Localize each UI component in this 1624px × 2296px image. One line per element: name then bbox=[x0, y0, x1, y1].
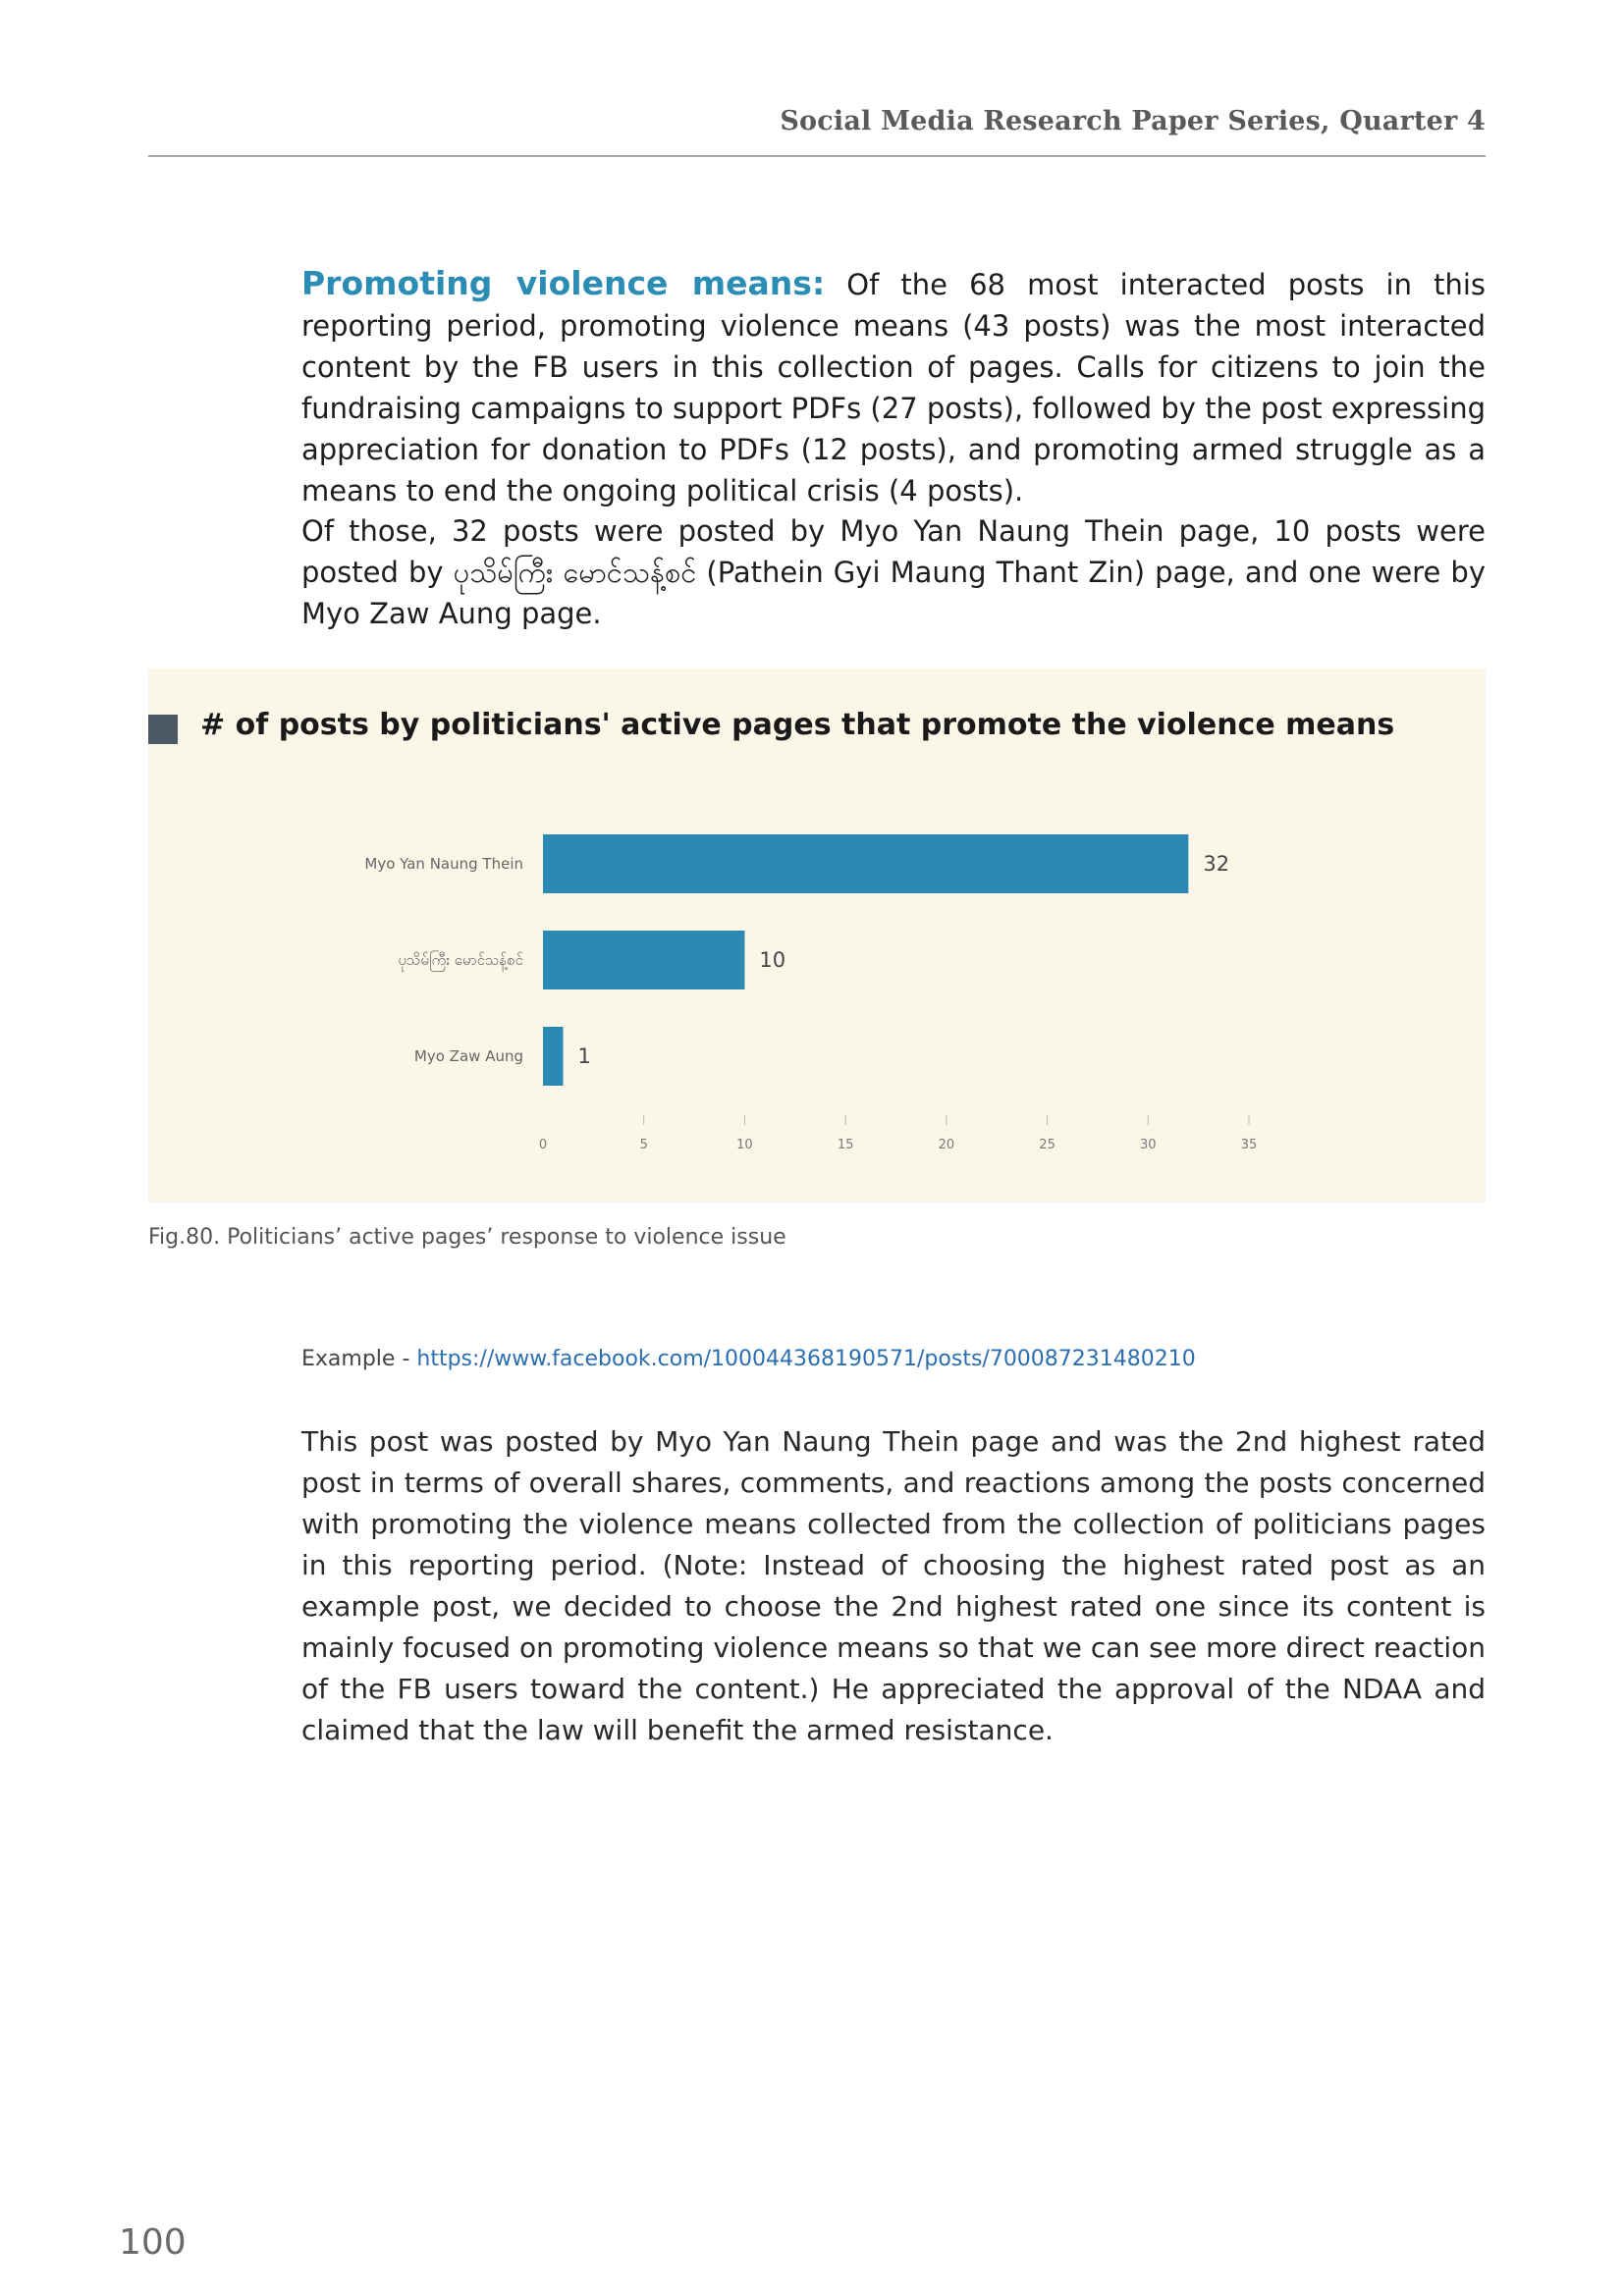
paragraph-posts-by-page: Of those, 32 posts were posted by Myo Yan Naung Thein page, 10 posts were posted by ပုသိမ်ကြီး မောင်သန့်စင် (Pathein Gyi Maung Thant Zin) page, and one were by Myo Zaw Aung page. bbox=[301, 514, 1486, 630]
data-label: 10 bbox=[759, 948, 786, 972]
section-lead: Promoting violence means: bbox=[301, 264, 826, 302]
category-label: ပုသိမ်ကြီး မောင်သန့်စင် bbox=[398, 951, 523, 969]
tick-label: 15 bbox=[837, 1138, 854, 1152]
tick-label: 20 bbox=[938, 1138, 955, 1152]
tick-label: 0 bbox=[538, 1138, 548, 1152]
bar bbox=[543, 834, 1188, 893]
category-label: Myo Zaw Aung bbox=[413, 1047, 523, 1065]
tick-label: 5 bbox=[639, 1138, 648, 1152]
bar bbox=[543, 1027, 564, 1086]
category-label: Myo Yan Naung Thein bbox=[364, 855, 523, 873]
paragraph-example-description: This post was posted by Myo Yan Naung Thein page and was the 2nd highest rated post in terms of overall shares, comments, and reactions among the posts concerned with promoting the violence means collected from the collection of politicians pages in this reporting period. (Note: Instead of choosing the highest rated post as an example post, we decided to choose the 2nd highest rated one since its content is mainly focused on promoting violence means so that we can see more direct reaction of the FB users toward the content.) He appreciated the approval of the NDAA and claimed that the law will benefit the armed resistance. bbox=[301, 1425, 1486, 1746]
tick-label: 10 bbox=[736, 1138, 753, 1152]
bar bbox=[543, 931, 744, 989]
bar-chart bbox=[148, 668, 1486, 1202]
paragraph-violence-means bbox=[301, 263, 1486, 511]
tick-label: 30 bbox=[1140, 1138, 1157, 1152]
example-line bbox=[301, 1347, 1196, 1371]
data-label: 1 bbox=[577, 1044, 591, 1068]
header-rule bbox=[148, 155, 1486, 157]
running-header: Social Media Research Paper Series, Quarter 4 bbox=[780, 106, 1486, 136]
figure-caption: Fig.80. Politicians’ active pages’ response to violence issue bbox=[148, 1225, 786, 1250]
data-label: 32 bbox=[1203, 852, 1230, 876]
example-label: Example - bbox=[301, 1347, 417, 1371]
paragraph-1-body: Of the 68 most interacted posts in this reporting period, promoting violence means (43 posts) was the most interacted content by the FB users in this collection of pages. Calls for citizens to join the fundraising campaigns to support PDFs (27 posts), followed by the post expressing appreciation for donation to PDFs (12 posts), and promoting armed struggle as a means to end the ongoing political crisis (4 posts). bbox=[301, 268, 1487, 507]
chart-title: # of posts by politicians' active pages that promote the violence means bbox=[200, 708, 1395, 742]
tick-label: 25 bbox=[1039, 1138, 1056, 1152]
page-number: 100 bbox=[119, 2222, 187, 2263]
example-link[interactable]: https://www.facebook.com/100044368190571/posts/700087231480210 bbox=[416, 1347, 1196, 1371]
chart-panel bbox=[148, 668, 1486, 1202]
tick-label: 35 bbox=[1240, 1138, 1258, 1152]
